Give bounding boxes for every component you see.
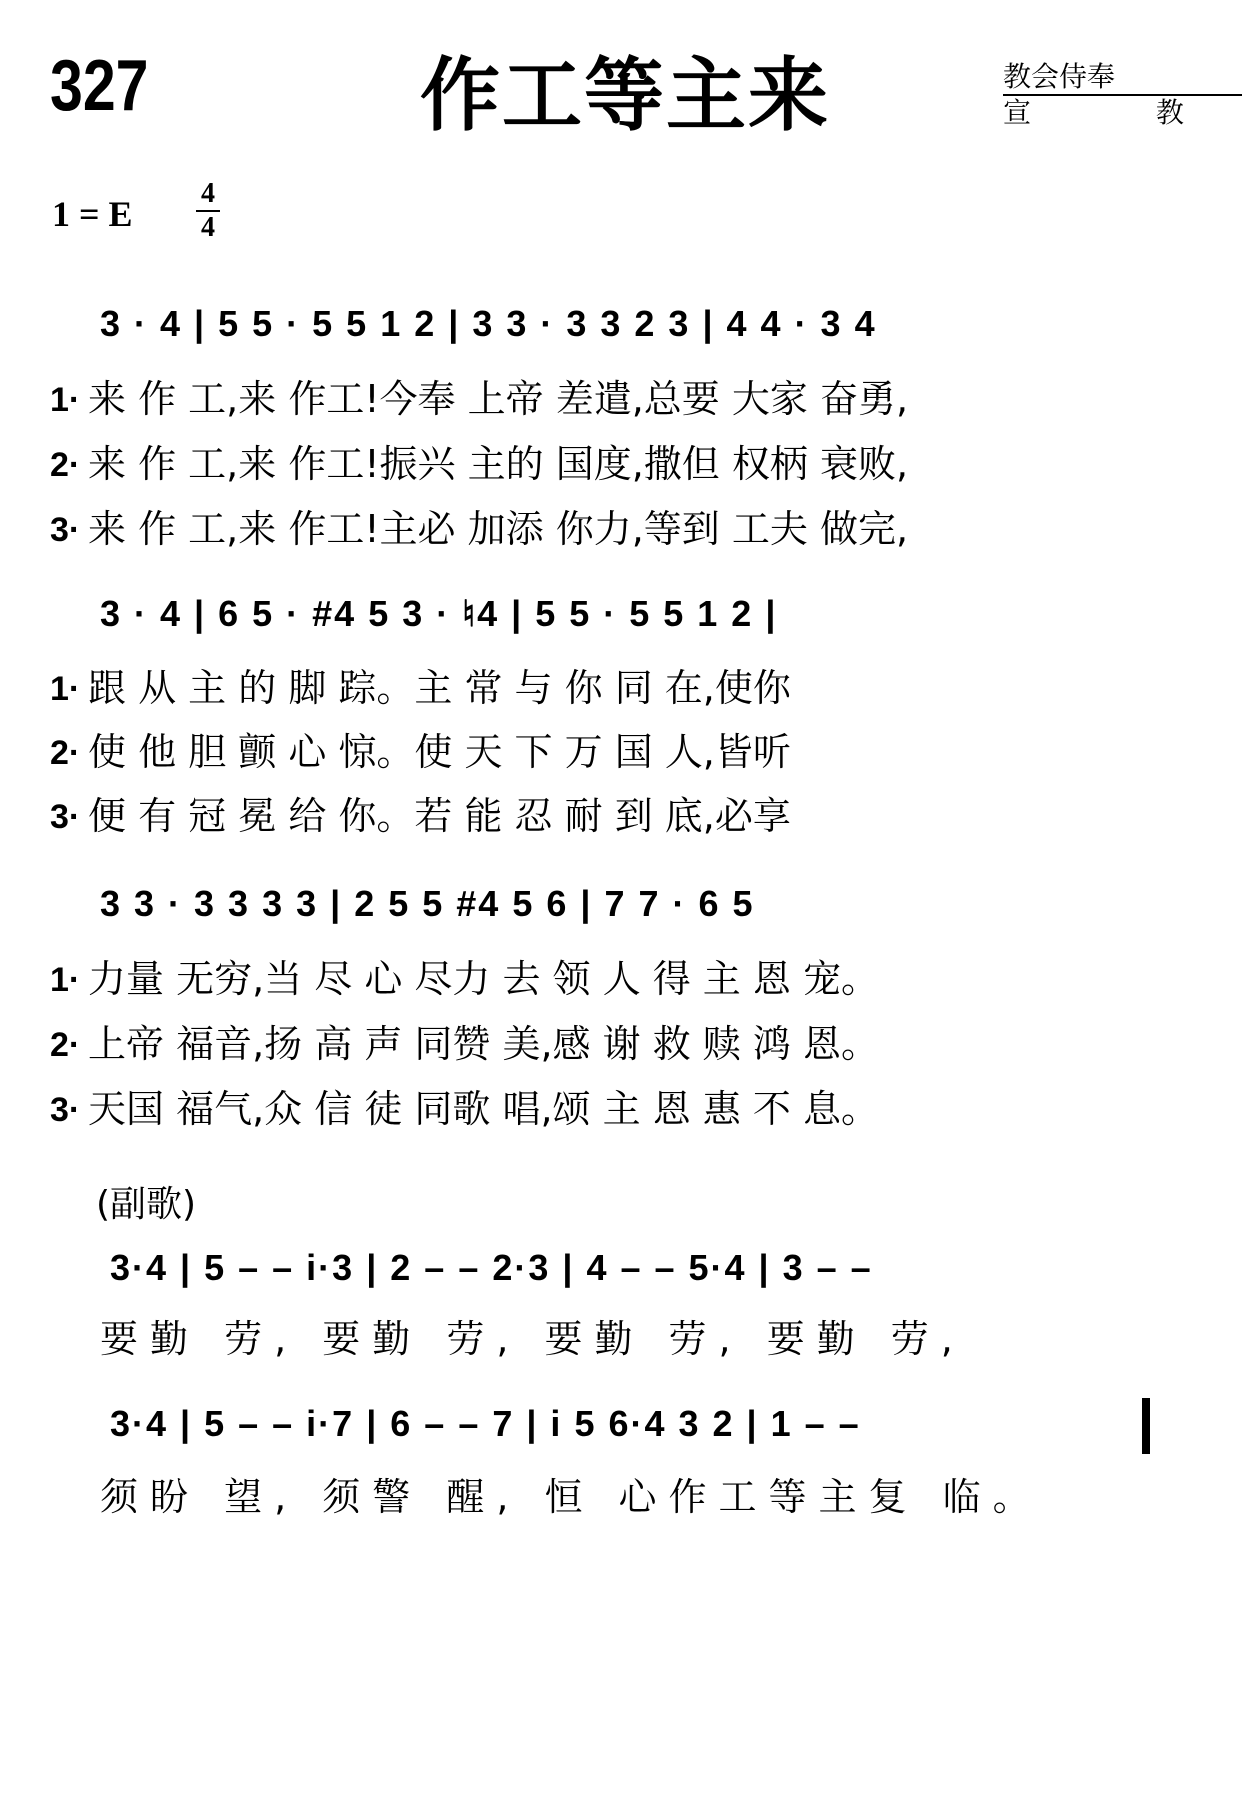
system-3-verse-2-label: 2·	[50, 1026, 81, 1064]
time-signature-bottom: 4	[201, 212, 215, 243]
system-1-verse-1: 来 作 工,来 作工!今奉 上帝 差遣,总要 大家 奋勇,	[88, 377, 909, 421]
refrain-line-2-notes: 3·4 | 5 – – i·7 | 6 – – 7 | i 5 6·4 3 2 | 1 – –	[110, 1403, 861, 1444]
system-1-verse-1-label: 1·	[50, 381, 81, 419]
refrain-label: (副歌)	[96, 1184, 197, 1225]
system-2-notes: 3 · 4 | 6 5 · #4 5 3 · ♮4 | 5 5 · 5 5 1 2 |	[100, 593, 778, 634]
time-signature-top: 4	[201, 178, 215, 209]
system-2-verse-2-label: 2·	[50, 734, 81, 772]
hymn-number: 327	[50, 46, 149, 126]
time-signature	[196, 180, 220, 242]
category-line-2: 宣 教	[1003, 96, 1242, 129]
key-signature: 1 = E	[52, 194, 133, 234]
system-3-verse-1-label: 1·	[50, 961, 81, 999]
system-3-verse-2: 上帝 福音,扬 高 声 同赞 美,感 谢 救 赎 鸿 恩。	[88, 1022, 879, 1066]
system-1-verse-2: 来 作 工,来 作工!振兴 主的 国度,撒但 权柄 衰败,	[88, 442, 909, 486]
system-2-verse-2: 使 他 胆 颤 心 惊。使 天 下 万 国 人,皆听	[88, 730, 791, 774]
system-3-verse-1: 力量 无穷,当 尽 心 尽力 去 领 人 得 主 恩 宠。	[88, 957, 879, 1001]
hymn-category	[1003, 60, 1242, 130]
system-3-verse-3-label: 3·	[50, 1091, 81, 1129]
final-barline	[1142, 1398, 1150, 1454]
system-1-notes: 3 · 4 | 5 5 · 5 5 1 2 | 3 3 · 3 3 2 3 | 4 4 · 3 4	[100, 303, 877, 344]
hymn-title: 作工等主来	[420, 49, 830, 142]
system-1-verse-3-label: 3·	[50, 511, 81, 549]
system-3-notes: 3 3 · 3 3 3 3 | 2 5 5 #4 5 6 | 7 7 · 6 5	[100, 883, 755, 924]
category-line-1: 教会侍奉	[1003, 60, 1242, 96]
refrain-line-2-lyrics: 须盼 望, 须警 醒, 恒 心作工等主复 临。	[100, 1475, 1043, 1519]
system-1-verse-3: 来 作 工,来 作工!主必 加添 你力,等到 工夫 做完,	[88, 507, 909, 551]
system-3-verse-3: 天国 福气,众 信 徒 同歌 唱,颂 主 恩 惠 不 息。	[88, 1087, 879, 1131]
system-2-verse-3-label: 3·	[50, 798, 81, 836]
system-1-verse-2-label: 2·	[50, 446, 81, 484]
system-2-verse-1: 跟 从 主 的 脚 踪。主 常 与 你 同 在,使你	[88, 666, 791, 710]
system-2-verse-3: 便 有 冠 冕 给 你。若 能 忍 耐 到 底,必享	[88, 794, 791, 838]
refrain-line-1-notes: 3·4 | 5 – – i·3 | 2 – – 2·3 | 4 – – 5·4 | 3 – –	[110, 1247, 873, 1288]
refrain-line-1-lyrics: 要勤 劳, 要勤 劳, 要勤 劳, 要勤 劳,	[100, 1317, 965, 1361]
system-2-verse-1-label: 1·	[50, 670, 81, 708]
